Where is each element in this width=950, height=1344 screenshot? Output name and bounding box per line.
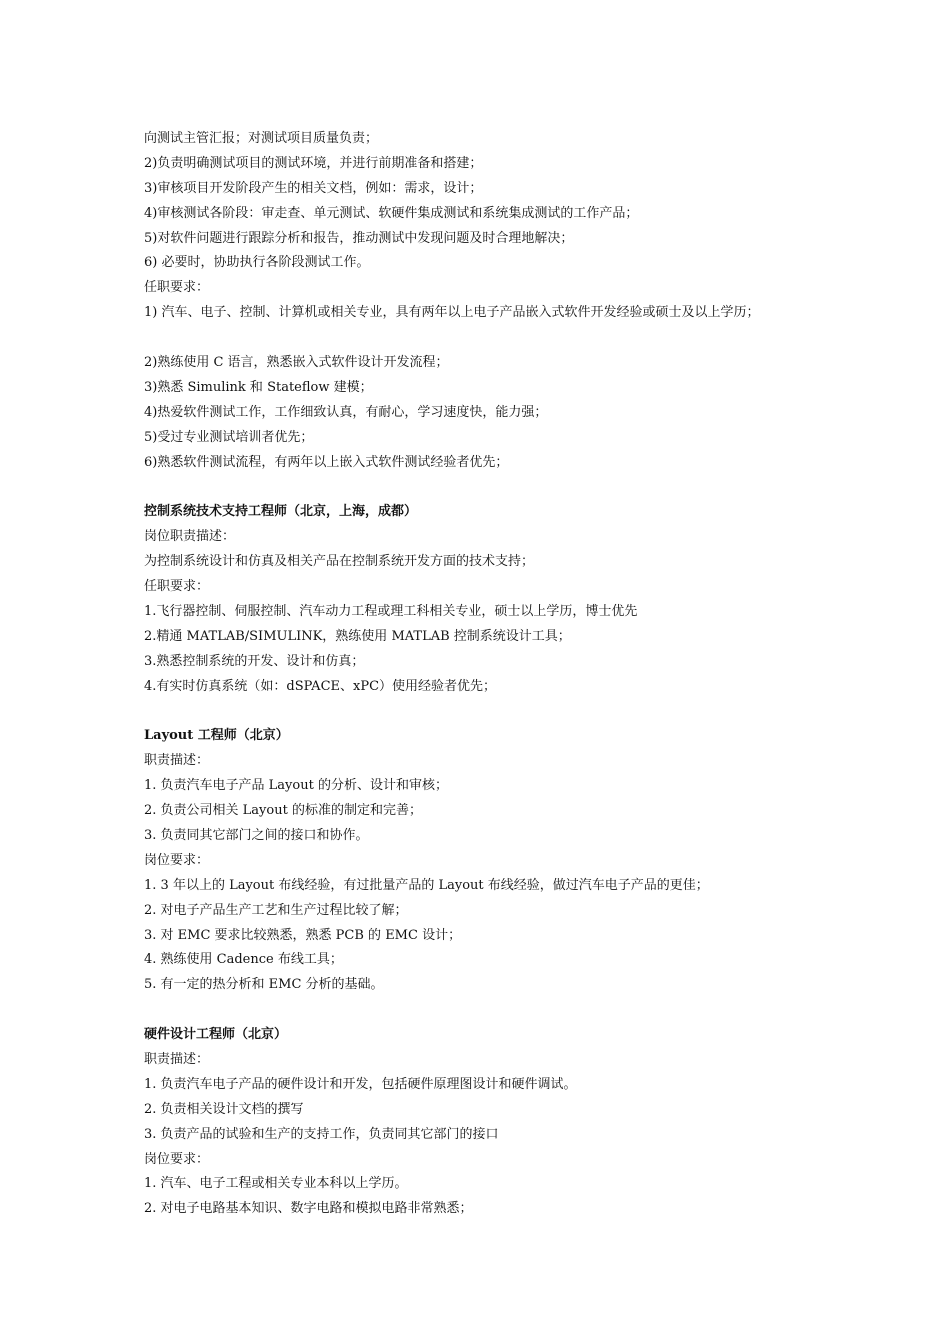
blank-line (144, 475, 864, 500)
text-line: 3)审核项目开发阶段产生的相关文档，例如：需求，设计； (144, 180, 483, 196)
text-line: 4.有实时仿真系统（如：dSPACE、xPC）使用经验者优先； (144, 678, 497, 694)
text-line: 2)负责明确测试项目的测试环境，并进行前期准备和搭建； (144, 155, 483, 171)
text-line: 2. 对电子产品生产工艺和生产过程比较了解； (144, 902, 408, 918)
text-line: 4)审核测试各阶段：审走查、单元测试、软硬件集成测试和系统集成测试的工作产品； (144, 205, 639, 221)
text-line: 6) 必要时，协助执行各阶段测试工作。 (144, 255, 370, 271)
text-line: 2.精通 MATLAB/SIMULINK，熟练使用 MATLAB 控制系统设计工具； (144, 628, 571, 644)
text-line: 1. 负责汽车电子产品 Layout 的分析、设计和审核； (144, 778, 448, 794)
blank-line (144, 699, 864, 724)
section-heading: 控制系统技术支持工程师（北京，上海，成都） (144, 504, 418, 520)
text-line: 职责描述： (144, 753, 210, 769)
text-line: 岗位要求： (144, 852, 210, 868)
text-line: 为控制系统设计和仿真及相关产品在控制系统开发方面的技术支持； (144, 554, 535, 570)
text-line: 3. 负责同其它部门之间的接口和协作。 (144, 827, 369, 843)
text-line: 1.飞行器控制、伺服控制、汽车动力工程或理工科相关专业，硕士以上学历，博士优先 (144, 603, 638, 619)
text-line: 任职要求： (144, 280, 210, 296)
document-body (144, 127, 864, 1222)
text-line: 1. 负责汽车电子产品的硬件设计和开发，包括硬件原理图设计和硬件调试。 (144, 1076, 577, 1092)
text-line: 2. 负责公司相关 Layout 的标准的制定和完善； (144, 803, 422, 819)
section-heading: Layout 工程师（北京） (144, 728, 289, 744)
blank-line (144, 998, 864, 1023)
text-line: 向测试主管汇报；对测试项目质量负责； (144, 131, 379, 146)
text-line: 任职要求： (144, 579, 210, 595)
text-line: 2. 负责相关设计文档的撰写 (144, 1101, 304, 1117)
text-line: 5)对软件问题进行跟踪分析和报告，推动测试中发现问题及时合理地解决； (144, 230, 574, 246)
text-line: 职责描述： (144, 1051, 210, 1067)
text-line: 4. 熟练使用 Cadence 布线工具； (144, 952, 343, 968)
text-line: 岗位职责描述： (144, 529, 236, 545)
section-heading: 硬件设计工程师（北京） (144, 1027, 288, 1043)
text-line: 5. 有一定的热分析和 EMC 分析的基础。 (144, 977, 384, 993)
text-line: 1. 汽车、电子工程或相关专业本科以上学历。 (144, 1176, 408, 1192)
text-line: 2)熟练使用 C 语言，熟悉嵌入式软件设计开发流程； (144, 355, 449, 371)
text-line: 3.熟悉控制系统的开发、设计和仿真； (144, 653, 365, 669)
blank-line (144, 326, 864, 351)
text-line: 3)熟悉 Simulink 和 Stateflow 建模； (144, 379, 373, 395)
text-line: 3. 对 EMC 要求比较熟悉，熟悉 PCB 的 EMC 设计； (144, 927, 462, 943)
text-line: 1) 汽车、电子、控制、计算机或相关专业，具有两年以上电子产品嵌入式软件开发经验或硕士及以上学历； (144, 305, 760, 321)
text-line: 1. 3 年以上的 Layout 布线经验，有过批量产品的 Layout 布线经验，做过汽车电子产品的更佳； (144, 877, 709, 893)
text-line: 2. 对电子电路基本知识、数字电路和模拟电路非常熟悉； (144, 1201, 473, 1217)
text-line: 4)热爱软件测试工作，工作细致认真，有耐心，学习速度快，能力强； (144, 404, 548, 420)
text-line: 岗位要求： (144, 1151, 210, 1167)
text-line: 6)熟悉软件测试流程，有两年以上嵌入式软件测试经验者优先； (144, 454, 509, 470)
text-line: 5)受过专业测试培训者优先； (144, 429, 314, 445)
text-line: 3. 负责产品的试验和生产的支持工作，负责同其它部门的接口 (144, 1126, 499, 1142)
